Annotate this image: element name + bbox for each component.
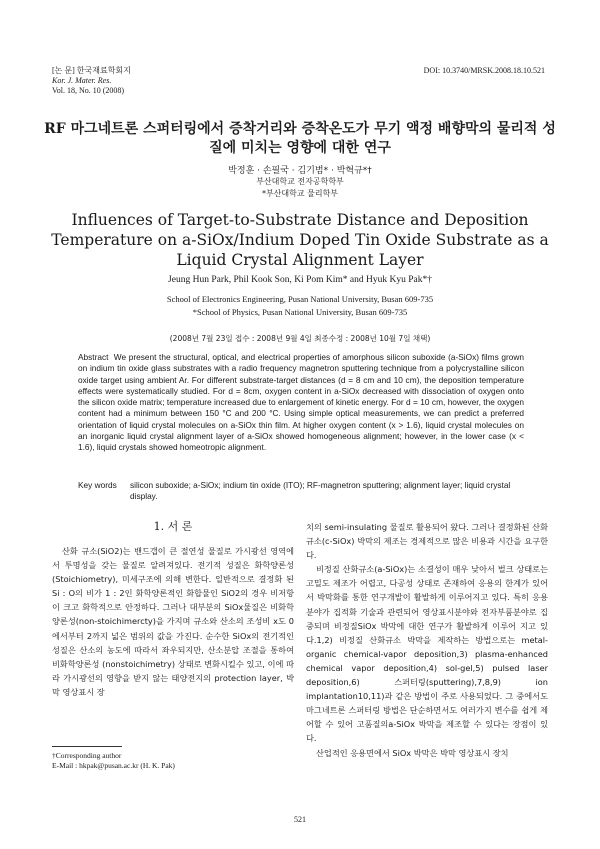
abstract-text: We present the structural, optical, and electrical properties of amorphous silicon suboxide (a-SiOx) films grown on indium tin oxide glass substrates with a radio frequency magnetron sputtering technique from a polycrystalline silicon oxide target using ambient Ar. For different substrate-target distances (d = 8 cm and 10 cm), the deposition temperature effects were systematically studied. For d = 8cm, oxygen content in a-SiOx decreased with dissociation of oxygen onto the silicon oxide matrix; temperature increased due to enlargement of kinetic energy. For d = 10 cm, however, the oxygen content had a minimum between 150 °C and 200 °C. Using simple optical measurements, we can predict a preferred orientation of liquid crystal molecules on a-SiOx thin film. At higher oxygen content (x > 1.6), liquid crystal molecules on an inorganic liquid crystal alignment layer of a-SiOx showed homogeneous alignment; however, in the lower case (x < 1.6), liquid crystals showed homeotropic alignment. <box>78 352 524 453</box>
footnote-divider <box>52 746 122 747</box>
journal-name: [논 문] 한국재료학회지 <box>52 66 131 75</box>
english-title: Influences of Target-to-Substrate Distance and Deposition Temperature on a-SiOx/Indium Doped Tin Oxide Substrate as a Liquid Crystal Alignment Layer <box>51 211 549 269</box>
korean-affiliation-1: 부산대학교 전자공학학부 <box>256 177 344 186</box>
submission-dates: (2008년 7월 23일 접수 : 2008년 9월 4일 최종수정 : 2008년 10월 7일 채택) <box>169 334 431 343</box>
english-authors: Jeung Hun Park, Phil Kook Son, Ki Pom Kim* and Hyuk Kyu Pak*† <box>168 275 432 285</box>
author-email: E-Mail : hkpak@pusan.ac.kr (H. K. Pak) <box>52 761 175 770</box>
body-paragraph: 산업적인 응용면에서 SiOx 박막은 박막 영상표시 장치 <box>316 747 509 758</box>
keywords-text: silicon suboxide; a-SiOx; indium tin oxide (ITO); RF-magnetron sputtering; alignment layer; liquid crystal display. <box>130 480 511 501</box>
corresponding-author: †Corresponding author <box>52 751 122 760</box>
korean-title: RF 마그네트론 스퍼터링에서 증착거리와 증착온도가 무기 액정 배향막의 물리적 성질에 미치는 영향에 대한 연구 <box>44 121 556 156</box>
body-paragraph: 비정질 산화규소(a-SiOx)는 소결성이 매우 낮아서 벌크 상태로는 고밀도 제조가 어렵고, 다공성 상태로 존재하여 응용의 한계가 있어서 박막화를 통한 연구개발이 활발하게 이루어지고 있다. 특히 응용분야가 집적화 기술과 관련되어 영상표시분야와 전자부품분야로 집중되며 비정질SiOx 박막에 대한 연구가 활발하게 이루어 지고 있다.1,2) 비정질 산화규소 박막을 제작하는 방법으로는 metal-organic chemical-vapor deposition,3) plasma-enhanced chemical vapor deposition,4) sol-gel,5) pulsed laser deposition,6) 스퍼터링(sputtering),7,8,9) ion implantation10,11)과 같은 방법이 주로 사용되었다. 그 중에서도 마그네트론 스퍼터링 방법은 단순하면서도 여러가지 변수를 쉽게 제어할 수 있어 고품질의a-SiOx 박막을 제조할 수 있다는 장점이 있다. <box>306 564 548 744</box>
section-heading: 1. 서 론 <box>153 520 193 533</box>
abstract <box>78 352 524 454</box>
english-affiliation-1: School of Electronics Engineering, Pusan National University, Busan 609-735 <box>166 294 434 304</box>
journal-info <box>52 66 131 96</box>
body-paragraph: 산화 규소(SiO2)는 밴드갭이 큰 절연성 물질로 가시광선 영역에서 투명성을 갖는 물질로 알려져있다. 전기적 성질은 화학양론성(Stoichiometry), 미세구조에 의해 변한다. 일반적으로 결정화 된 Si : O의 비가 1 : 2인 화학양론적인 화합물인 SiO2의 경우 비저항이 크고 화학적으로 안정하다. 그러나 대부분의 SiOx물질은 비화학양론성(non-stoichimercty)을 가지며 규소와 산소의 조성비 x도 0에서부터 2까지 넓은 범위의 값을 가진다. 순수한 SiOx의 전기적인 성질은 산소의 농도에 따라서 좌우되지만, 산소분압 조절을 통하여 비화학양론성 (nonstoichimetry) 상태로 변화시킬수 있고, 이에 따라 가시광선의 영향을 받지 않는 태양전지의 protection layer, 박막 영상표시 장 <box>52 546 294 697</box>
body-column-left <box>52 520 294 699</box>
korean-authors: 박정훈 · 손필국 · 김기범* · 박혁규*† <box>228 166 372 176</box>
doi: DOI: 10.3740/MRSK.2008.18.10.521 <box>423 66 545 75</box>
keywords-label: Key words <box>78 480 117 490</box>
korean-affiliation-2: *부산대학교 물리학부 <box>261 189 339 198</box>
page-number: 521 <box>294 815 306 824</box>
footnote <box>52 751 175 771</box>
journal-abbrev: Kor. J. Mater. Res. <box>52 76 112 85</box>
english-affiliation-2: *School of Physics, Pusan National University, Busan 609-735 <box>192 307 408 317</box>
journal-volume: Vol. 18, No. 10 (2008) <box>52 86 125 95</box>
body-column-right <box>306 520 548 760</box>
body-paragraph: 치의 semi-insulating 물질로 활용되어 왔다. 그러나 결정화된 산화 규소(c-SiOx) 박막의 제조는 경제적으로 많은 비용과 시간을 요구한다. <box>306 522 548 561</box>
abstract-label: Abstract <box>78 352 109 362</box>
